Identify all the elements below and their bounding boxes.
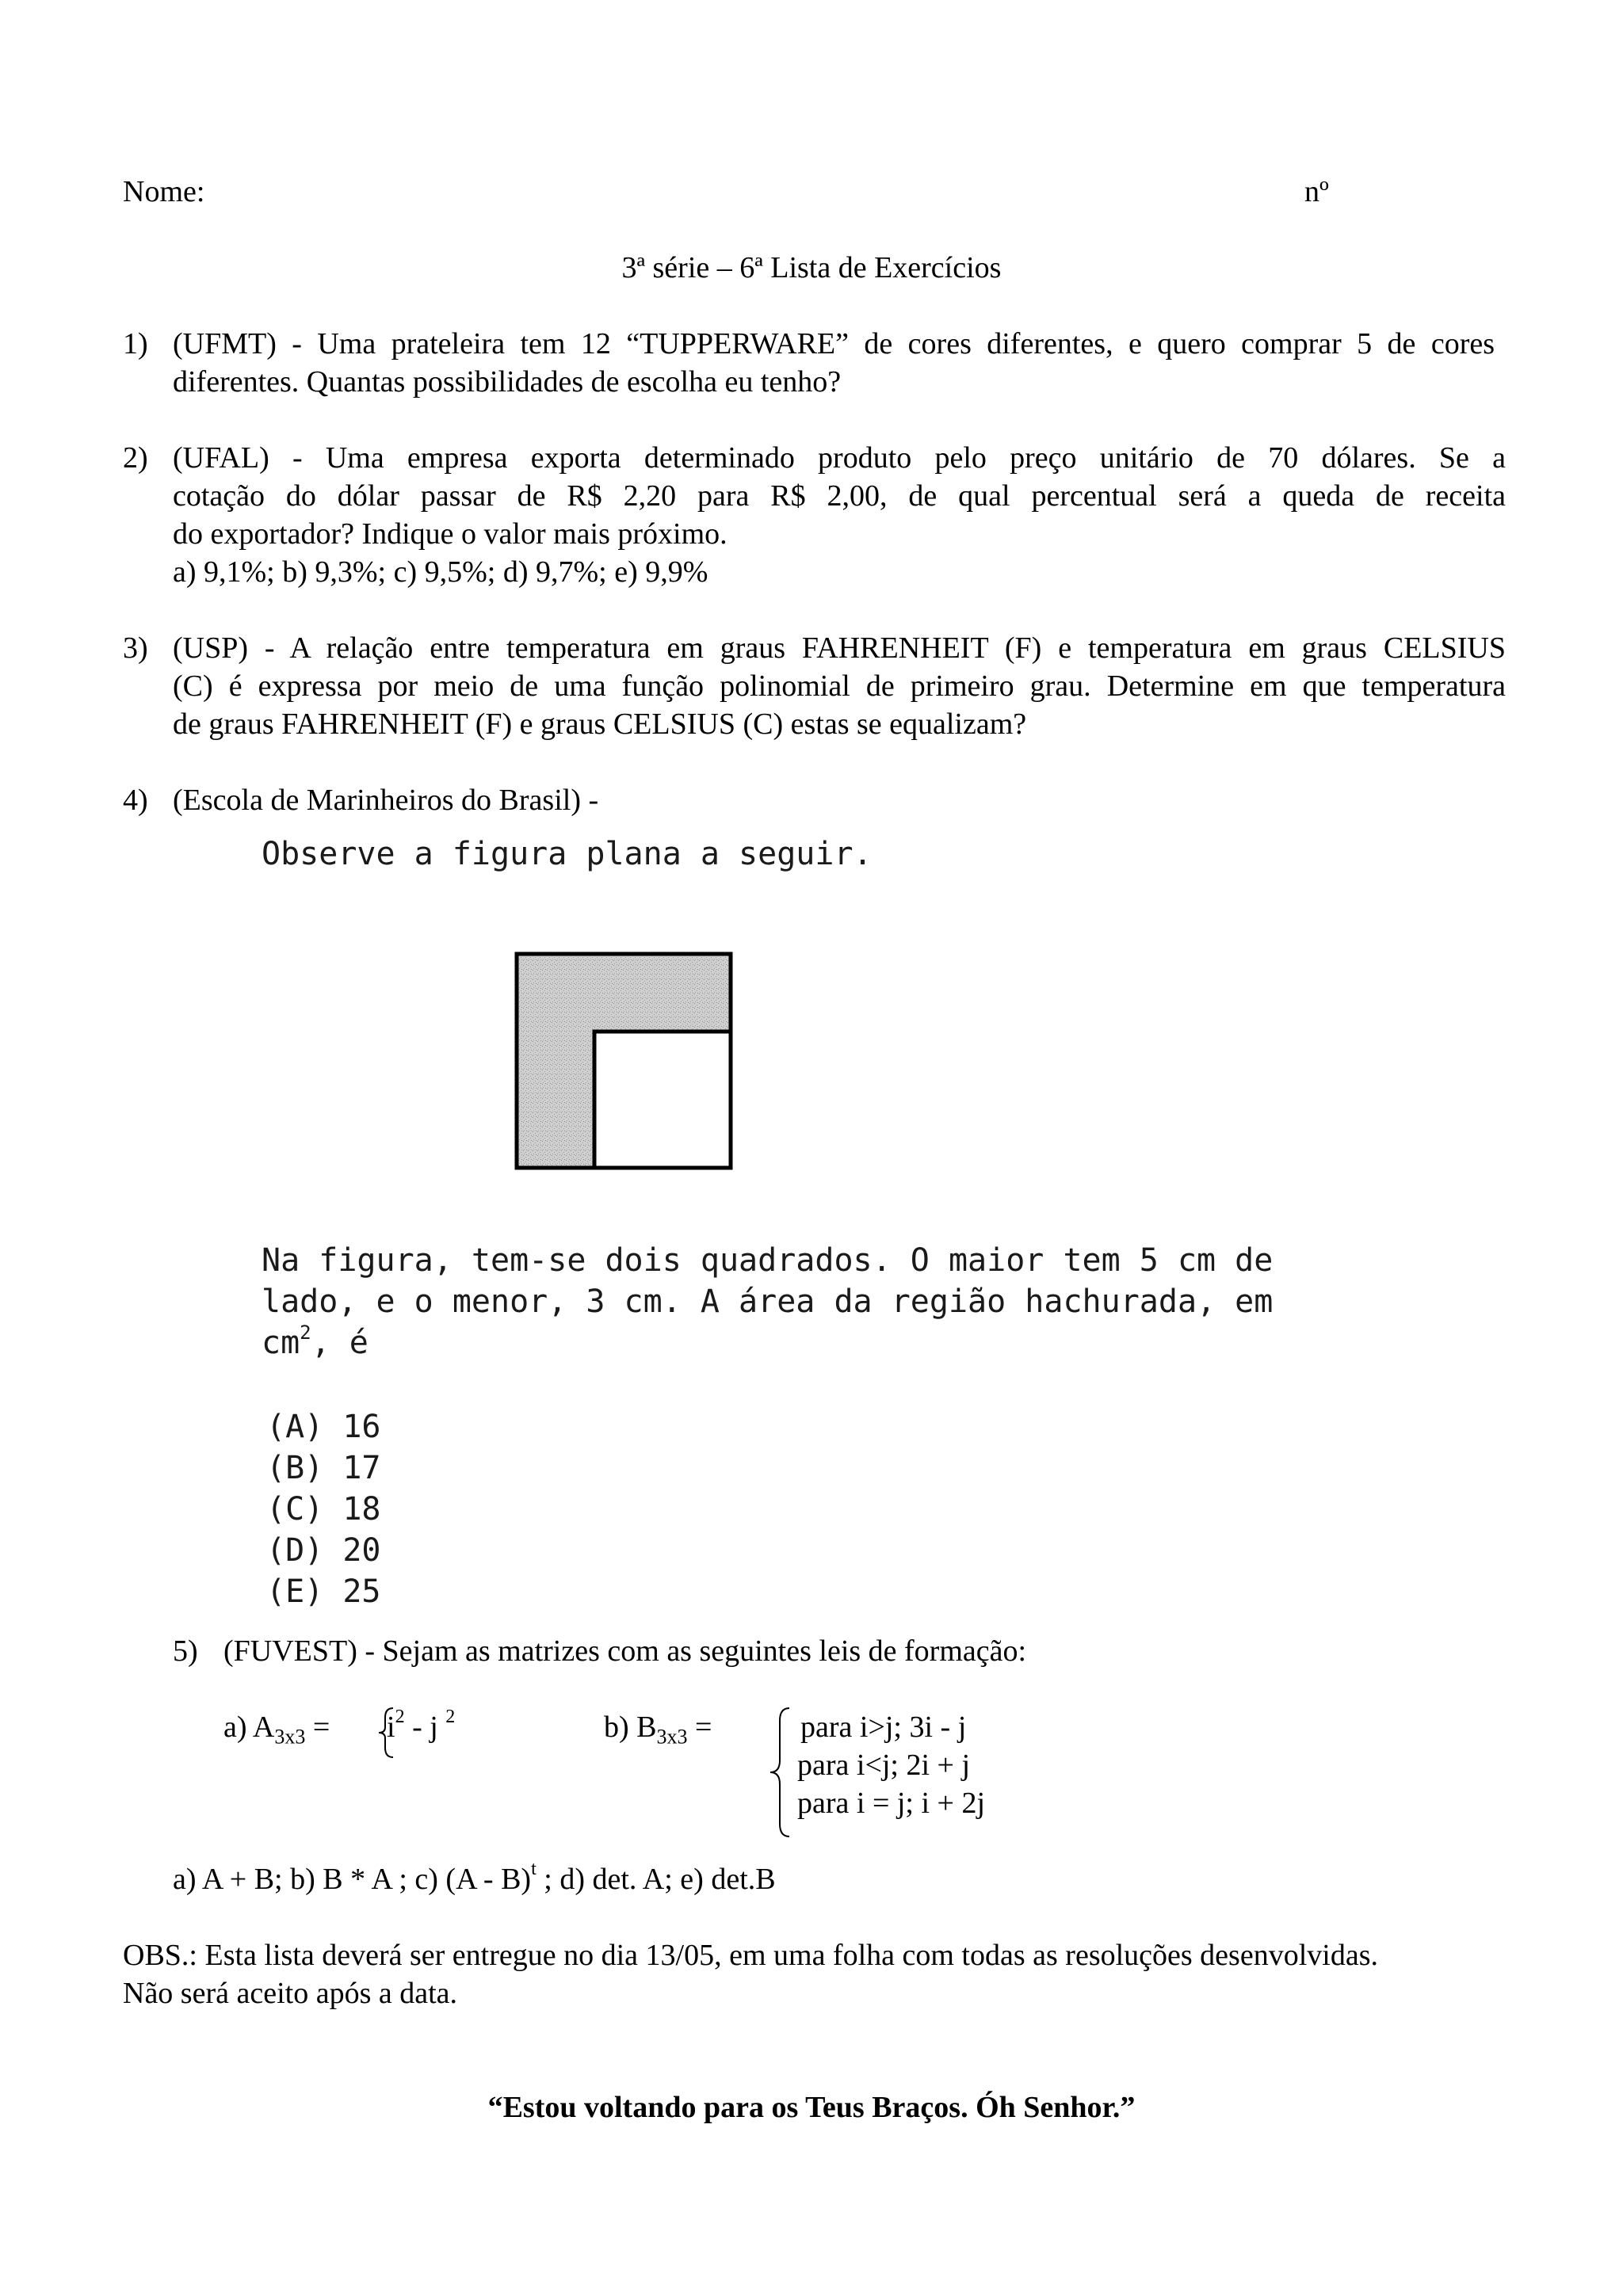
- matrix-a-label: a) $A_{3x3}$ =: [223, 1711, 330, 1749]
- question-4-option-d: (D) 20: [266, 1532, 381, 1569]
- question-4-number: 4): [123, 784, 148, 817]
- question-4-option-c: (C) 18: [266, 1491, 381, 1527]
- matrix-a-law: $i^2$ - j $^2$: [387, 1707, 456, 1744]
- question-4-text-line-1: Na figura, tem-se dois quadrados. O maior tem 5 cm de: [262, 1242, 1274, 1279]
- obs-line-1: OBS.: Esta lista deverá ser entregue no dia 13/05, em uma folha com todas as resoluções desenvolvidas.: [123, 1939, 1378, 1972]
- question-1-line-2: diferentes. Quantas possibilidades de escolha eu tenho?: [173, 365, 842, 399]
- question-1-line-1: (UFMT) - Uma prateleira tem 12 “TUPPERWARE” de cores diferentes, e quero comprar 5 de cores: [173, 327, 1495, 360]
- question-2-line-1: (UFAL) - Uma empresa exporta determinado produto pelo preço unitário de 70 dólares. Se a: [173, 441, 1506, 475]
- question-4-option-a: (A) 16: [266, 1409, 381, 1445]
- question-2-line-2: cotação do dólar passar de R$ 2,20 para R$ 2,00, de qual percentual será a queda de receita: [173, 479, 1506, 513]
- question-5-statement: (FUVEST) - Sejam as matrizes com as seguintes leis de formação:: [223, 1634, 1027, 1668]
- matrix-b-brace-icon: [766, 1705, 794, 1840]
- question-4-option-e: (E) 25: [266, 1573, 381, 1610]
- question-3-line-1: (USP) - A relação entre temperatura em graus FAHRENHEIT (F) e temperatura em graus CELSIUS: [173, 631, 1506, 665]
- question-2-options: a) 9,1%; b) 9,3%; c) 9,5%; d) 9,7%; e) 9,9%: [173, 555, 708, 589]
- obs-line-2: Não será aceito após a data.: [123, 1977, 458, 2010]
- matrix-b-case-1: para i>j; 3i - j: [800, 1711, 967, 1744]
- question-2-line-3: do exportador? Indique o valor mais próximo.: [173, 517, 727, 551]
- matrix-b-case-3: para i = j; i + 2j: [797, 1787, 986, 1820]
- question-2-number: 2): [123, 441, 148, 475]
- question-4-text-line-2: lado, e o menor, 3 cm. A área da região hachurada, em: [262, 1283, 1274, 1320]
- question-5-number: 5): [173, 1634, 198, 1668]
- name-label: Nome:: [123, 175, 205, 208]
- two-squares-figure: [514, 951, 735, 1173]
- question-1-number: 1): [123, 327, 148, 360]
- number-label: nº: [1304, 175, 1329, 208]
- small-square: [594, 1032, 731, 1168]
- matrix-b-case-2: para i<j; 2i + j: [797, 1749, 971, 1782]
- question-4-option-b: (B) 17: [266, 1450, 381, 1486]
- footer-quote: “Estou voltando para os Teus Braços. Óh Senhor.”: [487, 2091, 1136, 2124]
- matrix-b-label: b) $B_{3x3}$ =: [604, 1711, 712, 1749]
- question-3-line-3: de graus FAHRENHEIT (F) e graus CELSIUS (C) estas se equalizam?: [173, 707, 1027, 741]
- question-3-line-2: (C) é expressa por meio de uma função polinomial de primeiro grau. Determine em que temperatura: [173, 669, 1506, 703]
- question-4-source: (Escola de Marinheiros do Brasil) -: [173, 784, 599, 817]
- page-title: 3ª série – 6ª Lista de Exercícios: [621, 251, 1002, 284]
- question-4-text-line-3: $cm^2$, é: [262, 1321, 369, 1361]
- question-3-number: 3): [123, 631, 148, 665]
- question-4-intro: Observe a figura plana a seguir.: [262, 836, 873, 872]
- question-5-tasks: a) A + B; b) B * A ; c) (A - B)$^t$ ; d) det. A; e) det.B: [173, 1859, 776, 1896]
